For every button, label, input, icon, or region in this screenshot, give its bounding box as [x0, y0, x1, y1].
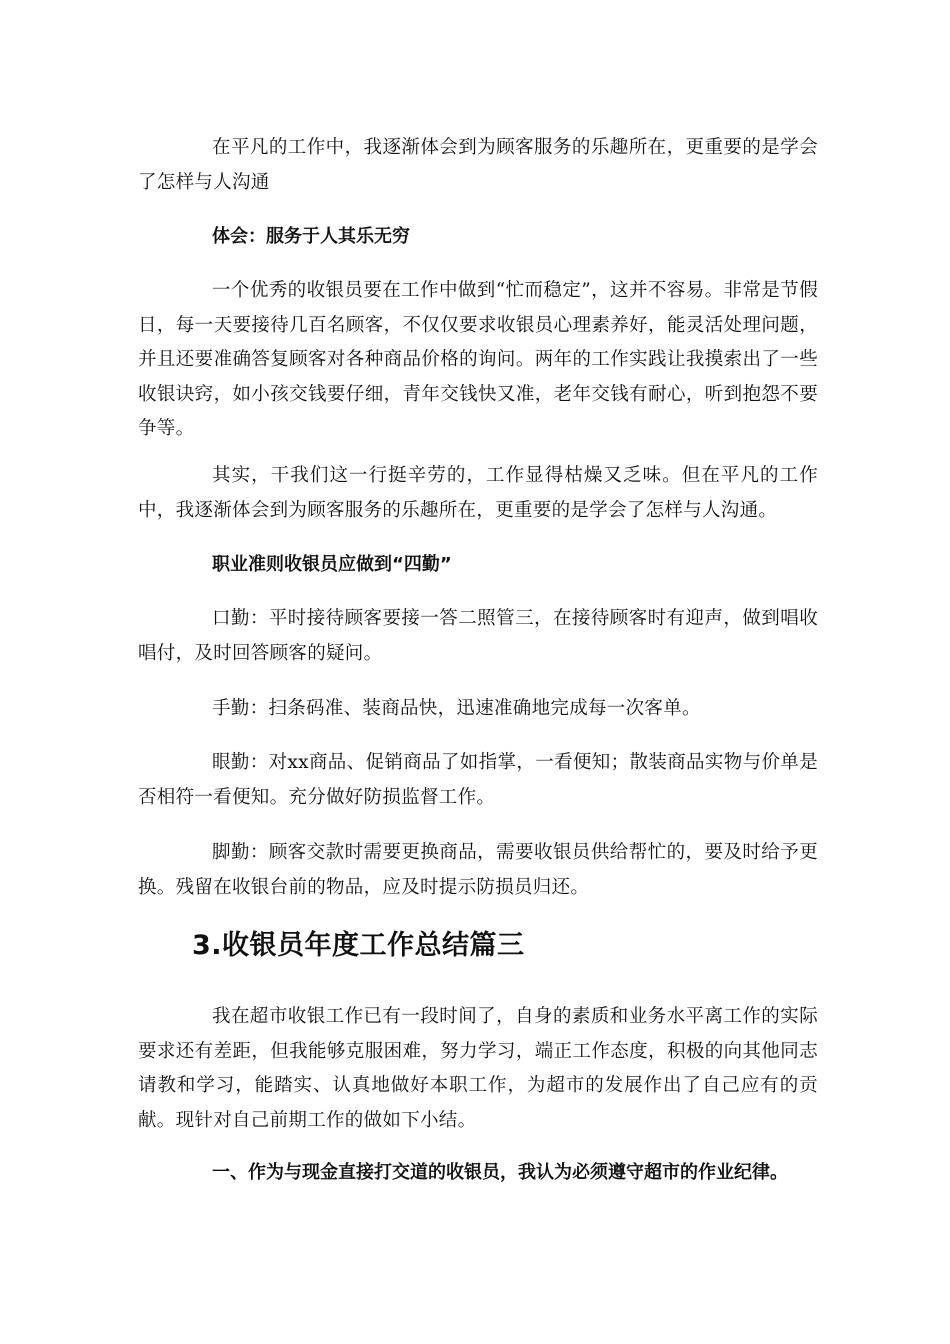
subheading-four-diligences: 职业准则收银员应做到“四勤” [212, 554, 452, 575]
paragraph-cashier-skills: 一个优秀的收银员要在工作中做到“忙而稳定”，这并不容易。非常是节假日，每一天要接待几百名顾客，不仅仅要求收银员心理素养好，能灵活处理问题，并且还要准确答复顾客对各种商品价格的询问。两年的工作实践让我摸索出了一些收银诀窍，如小孩交钱要仔细，青年交钱快又准，老年交钱有耐心，听到抱怨不要争等。 [138, 280, 818, 439]
paragraph-hard-work: 其实，干我们这一行挺辛劳的，工作显得枯燥又乏味。但在平凡的工作中，我逐渐体会到为顾客服务的乐趣所在，更重要的是学会了怎样与人沟通。 [138, 465, 818, 521]
paragraph-hand-diligence: 手勤：扫条码准、装商品快，迅速准确地完成每一次客单。 [212, 698, 701, 719]
subheading-discipline: 一、作为与现金直接打交道的收银员，我认为必须遵守超市的作业纪律。 [212, 1162, 788, 1183]
subheading-experience: 体会：服务于人其乐无穷 [212, 226, 410, 247]
paragraph-intro: 在平凡的工作中，我逐渐体会到为顾客服务的乐趣所在，更重要的是学会了怎样与人沟通 [138, 137, 818, 193]
paragraph-mouth-diligence: 口勤：平时接待顾客要接一答二照管三，在接待顾客时有迎声，做到唱收唱付，及时回答顾客的疑问。 [138, 608, 818, 664]
paragraph-summary-intro: 我在超市收银工作已有一段时间了，自身的素质和业务水平离工作的实际要求还有差距，但我能够克服困难，努力学习，端正工作态度，积极的向其他同志请教和学习，能踏实、认真地做好本职工作，为超市的发展作出了自己应有的贡献。现针对自己前期工作的做如下小结。 [138, 1006, 818, 1131]
paragraph-eye-diligence: 眼勤：对xx商品、促销商品了如指掌，一看便知；散装商品实物与价单是否相符一看便知。充分做好防损监督工作。 [138, 752, 818, 808]
paragraph-foot-diligence: 脚勤：顾客交款时需要更换商品，需要收银员供给帮忙的，要及时给予更换。残留在收银台前的物品，应及时提示防损员归还。 [138, 842, 818, 898]
section-heading: 3.收银员年度工作总结篇三 [192, 930, 525, 961]
